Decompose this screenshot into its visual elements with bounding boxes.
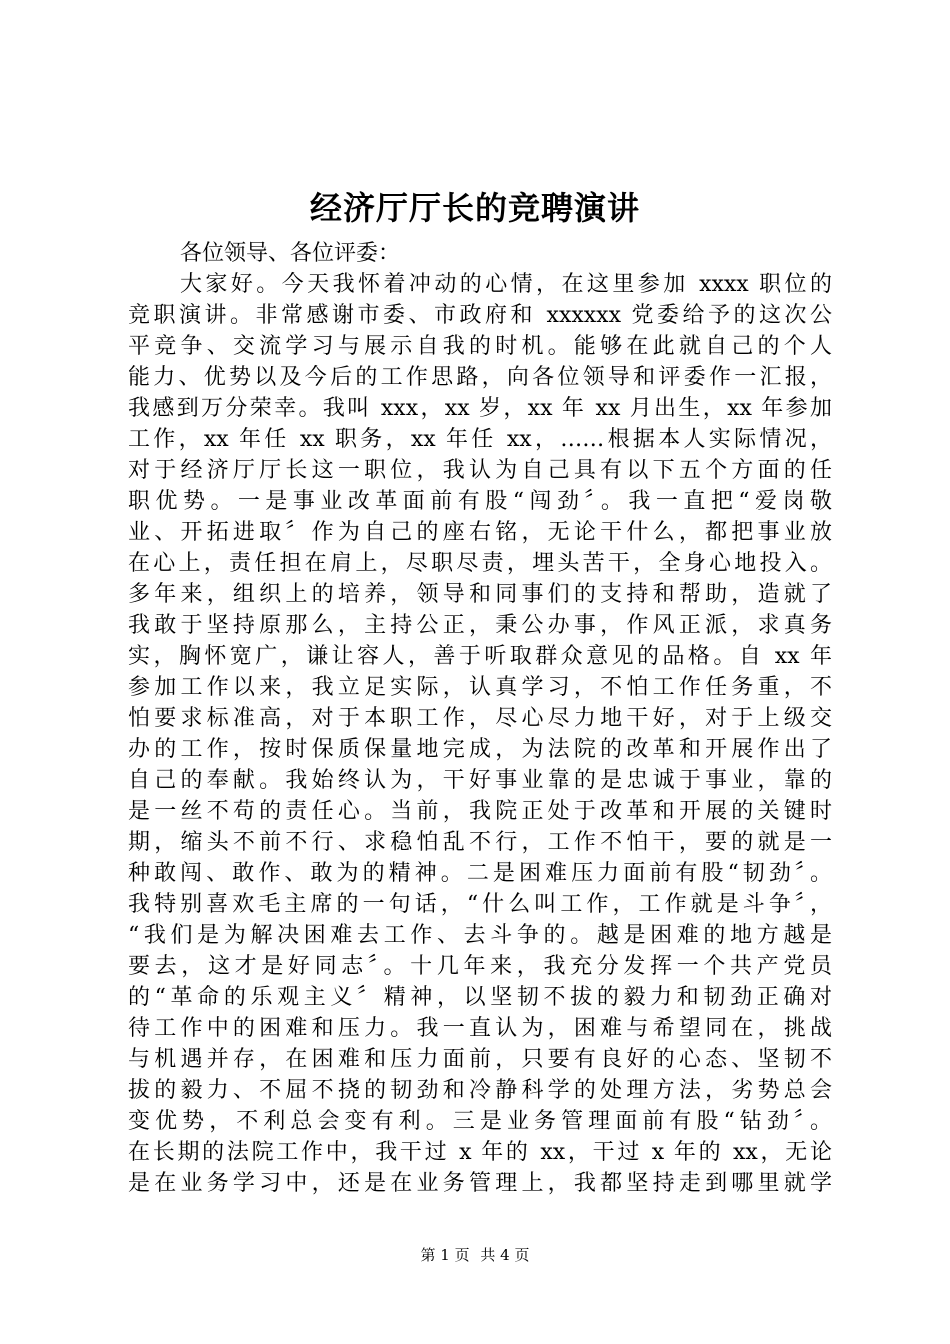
paragraph-line: “我们是为解决困难去工作、去斗争的。越是困难的地方越是 <box>128 923 832 948</box>
paragraph-line: 要去，这才是好同志〞。十几年来，我充分发挥一个共产党员 <box>128 954 832 979</box>
paragraph-line: 平竞争、交流学习与展示自我的时机。能够在此就自己的个人 <box>128 334 832 359</box>
paragraph-line: 变优势，不利总会变有利。三是业务管理面前有股“钻劲〞。 <box>128 1109 832 1134</box>
paragraph-line: 能力、优势以及今后的工作思路，向各位领导和评委作一汇报， <box>128 365 832 390</box>
paragraph-line: 对于经济厅厅长这一职位，我认为自己具有以下五个方面的任 <box>128 458 832 483</box>
salutation: 各位领导、各位评委： <box>180 241 401 266</box>
paragraph-line: 拔的毅力、不屈不挠的韧劲和冷静科学的处理方法，劣势总会 <box>128 1078 832 1103</box>
page-footer <box>0 1245 950 1265</box>
paragraph-line: 我感到万分荣幸。我叫 xxx，xx 岁，xx 年 xx 月出生，xx 年参加 <box>128 396 832 421</box>
document-body <box>128 238 832 1199</box>
paragraph-line: 种敢闯、敢作、敢为的精神。二是困难压力面前有股“韧劲〞。 <box>128 861 832 886</box>
paragraph-line: 参加工作以来，我立足实际，认真学习，不怕工作任务重，不 <box>128 675 832 700</box>
paragraph-line: 多年来，组织上的培养，领导和同事们的支持和帮助，造就了 <box>128 582 832 607</box>
paragraph-line: 职优势。一是事业改革面前有股“闯劲〞。我一直把“爱岗敬 <box>128 489 832 514</box>
page-total: 共 4 页 <box>480 1246 530 1264</box>
paragraph-line: 是一丝不苟的责任心。当前，我院正处于改革和开展的关键时 <box>128 799 832 824</box>
paragraph-line: 是在业务学习中，还是在业务管理上，我都坚持走到哪里就学 <box>128 1171 832 1196</box>
paragraph-line: 自己的奉献。我始终认为，干好事业靠的是忠诚于事业，靠的 <box>128 768 832 793</box>
paragraph-line: 期，缩头不前不行、求稳怕乱不行，工作不怕干，要的就是一 <box>128 830 832 855</box>
paragraph-line: 的“革命的乐观主义〞精神，以坚韧不拔的毅力和韧劲正确对 <box>128 985 832 1010</box>
page-number: 第 1 页 <box>420 1246 470 1264</box>
paragraph-line: 在心上，责任担在肩上，尽职尽责，埋头苦干，全身心地投入。 <box>128 551 832 576</box>
paragraph-line: 在长期的法院工作中，我干过 x 年的 xx，干过 x 年的 xx，无论 <box>128 1140 832 1165</box>
paragraph-line: 我敢于坚持原那么，主持公正，秉公办事，作风正派，求真务 <box>128 613 832 638</box>
paragraph-line: 工作，xx 年任 xx 职务，xx 年任 xx，……根据本人实际情况， <box>128 427 832 452</box>
paragraph-line: 我特别喜欢毛主席的一句话，“什么叫工作，工作就是斗争〞， <box>128 892 832 917</box>
paragraph-line: 与机遇并存，在困难和压力面前，只要有良好的心态、坚韧不 <box>128 1047 832 1072</box>
document-title: 经济厅厅长的竞聘演讲 <box>309 189 640 227</box>
paragraph-line: 待工作中的困难和压力。我一直认为，困难与希望同在，挑战 <box>128 1016 832 1041</box>
paragraph-line: 业、开拓进取〞作为自己的座右铭，无论干什么，都把事业放 <box>128 520 832 545</box>
paragraph-line: 实，胸怀宽广，谦让容人，善于听取群众意见的品格。自 xx 年 <box>128 644 832 669</box>
paragraph-line: 大家好。今天我怀着冲动的心情，在这里参加 xxxx 职位的 <box>180 272 832 297</box>
paragraph-line: 竞职演讲。非常感谢市委、市政府和 xxxxxx 党委给予的这次公 <box>128 303 832 328</box>
paragraph-line: 怕要求标准高，对于本职工作，尽心尽力地干好，对于上级交 <box>128 706 832 731</box>
paragraph-line: 办的工作，按时保质保量地完成，为法院的改革和开展作出了 <box>128 737 832 762</box>
